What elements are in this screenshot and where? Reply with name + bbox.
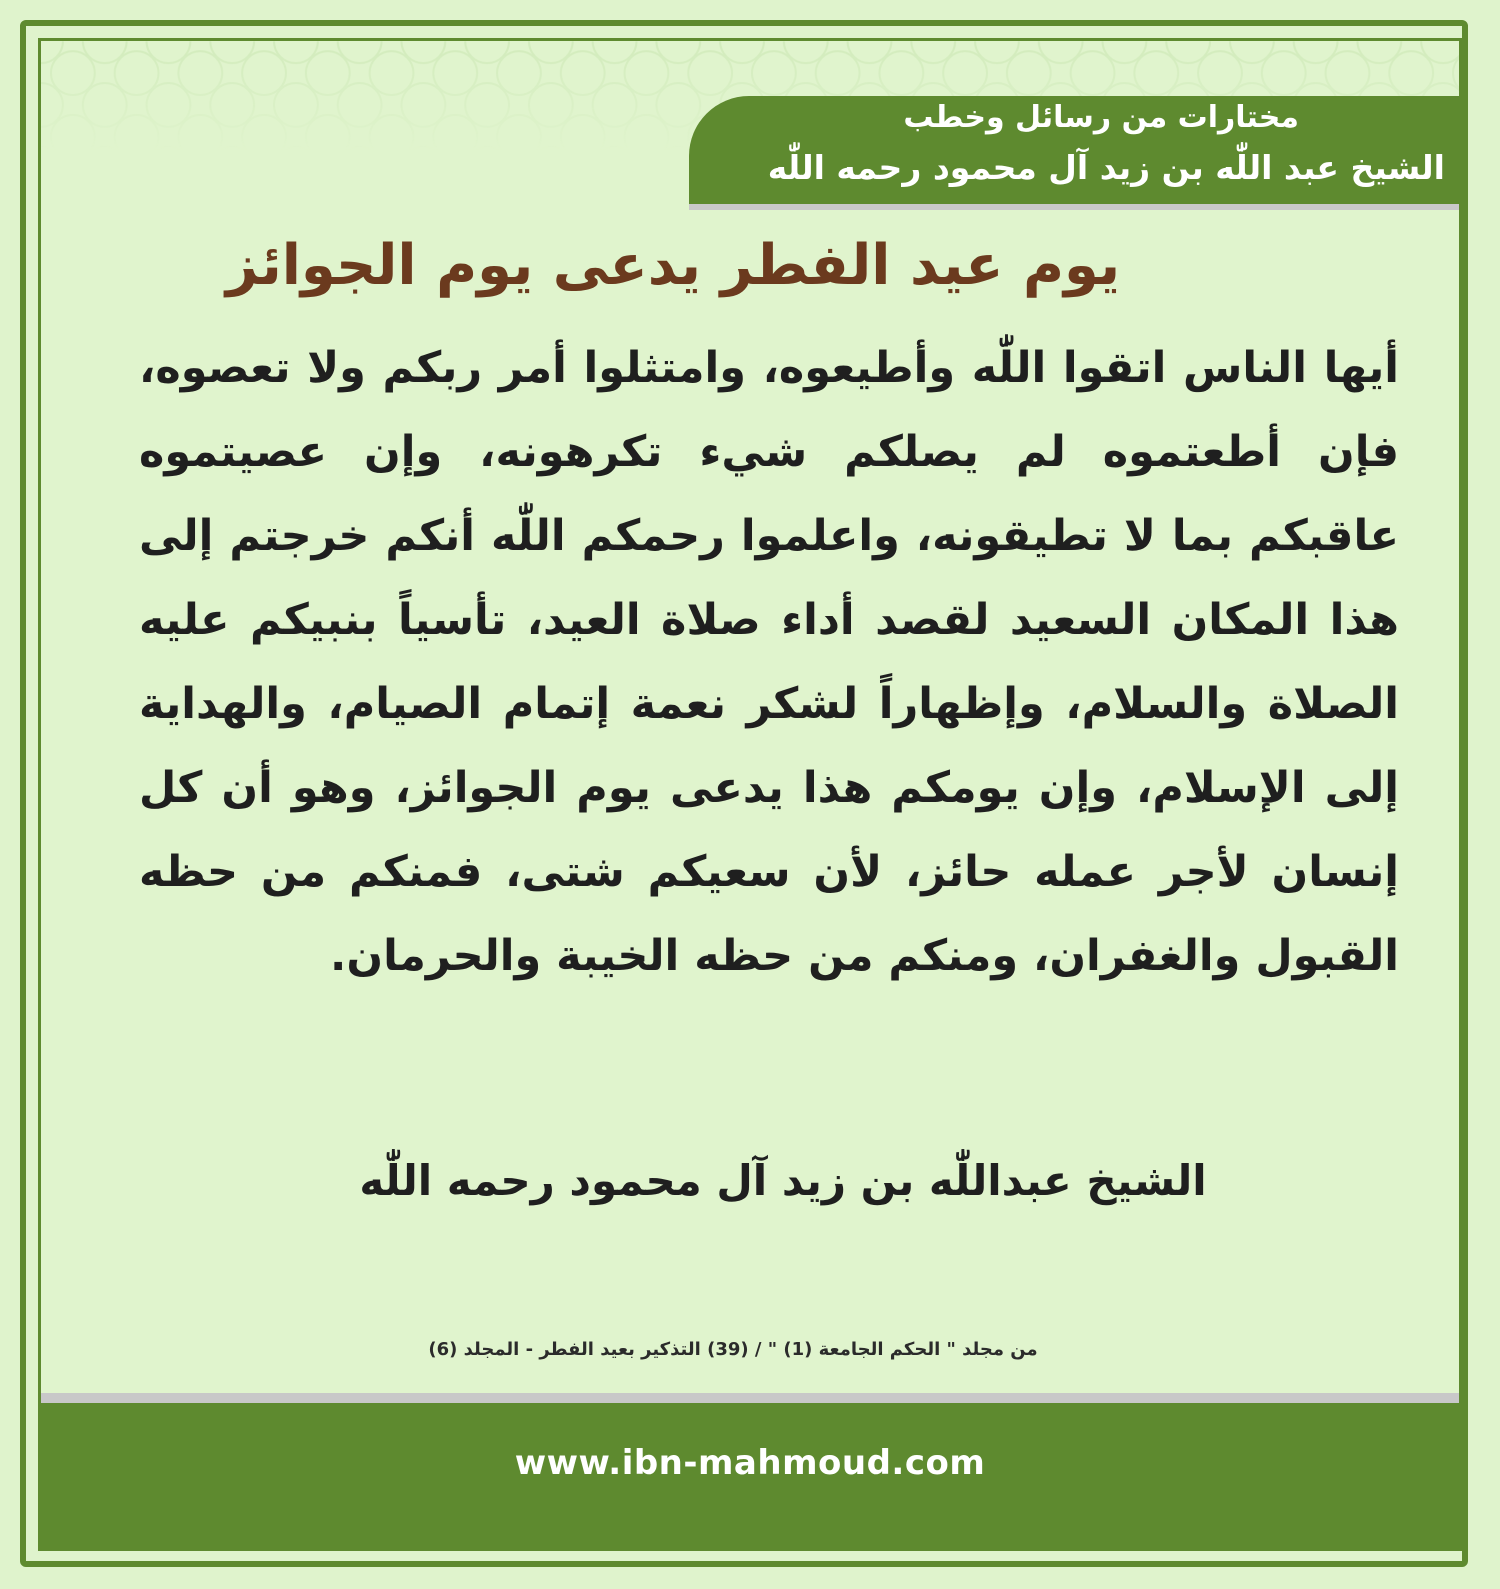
header-series-title: مختارات من رسائل وخطب	[903, 100, 1299, 135]
source-citation: من مجلد " الحكم الجامعة (1) " / (39) التذكير بعيد الفطر - المجلد (6)	[428, 1339, 1038, 1360]
header-banner	[689, 96, 1459, 204]
sermon-body-text: أيها الناس اتقوا اللّٰه وأطيعوه، وامتثلوا أمر ربكم ولا تعصوه، فإن أطعتموه لم يصلكم شيء تكرهونه، وإن عصيتموه عاقبكم بما لا تطيقونه، واعلموا رحمكم اللّٰه أنكم خرجتم إلى هذا المكان السعيد لقصد أداء صلاة العيد، تأسياً بنبيكم عليه الصلاة والسلام، وإظهاراً لشكر نعمة إتمام الصيام، والهداية إلى الإسلام، وإن يومكم هذا يدعى يوم الجوائز، وهو أن كل إنسان لأجر عمله حائز، لأن سعيكم شتى، فمنكم من حظه القبول والغفران، ومنكم من حظه الخيبة والحرمان.	[139, 343, 1399, 981]
footer-bar	[41, 1403, 1459, 1551]
website-link[interactable]: www.ibn-mahmoud.com	[514, 1443, 986, 1483]
author-signature: الشيخ عبداللّٰه بن زيد آل محمود رحمه اللّٰه	[359, 1156, 1207, 1205]
page-title: يوم عيد الفطر يدعى يوم الجوائز	[225, 233, 1121, 298]
content-card	[38, 38, 1462, 1551]
header-author-name: الشيخ عبد اللّٰه بن زيد آل محمود رحمه اللّٰه	[767, 148, 1445, 187]
